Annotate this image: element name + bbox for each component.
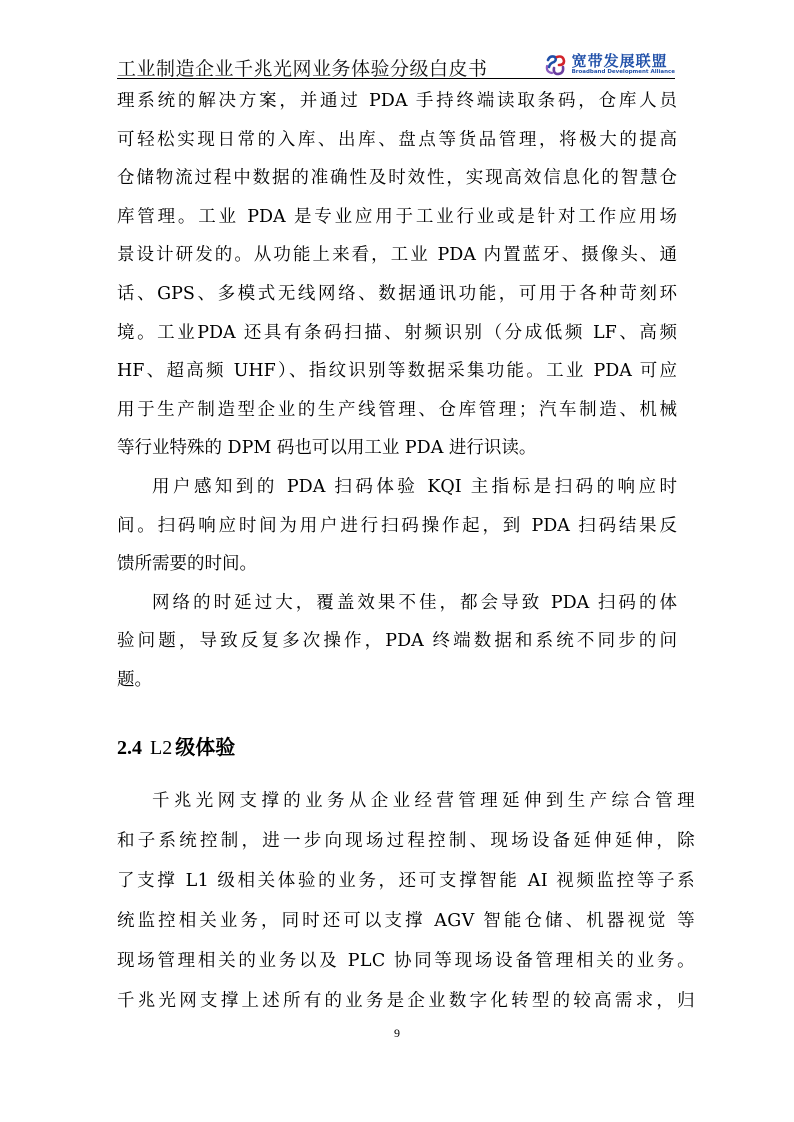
alliance-logo: [544, 52, 675, 78]
alliance-logo-icon: [544, 54, 568, 76]
text-line: 和子系统控制，进一步向现场过程控制、现场设备延伸延伸，除: [117, 831, 695, 851]
logo-text-en: Broadband Development Alliance: [571, 69, 675, 76]
text-line: 话、GPS、多模式无线网络、数据通讯功能，可用于各种苛刻环: [117, 283, 677, 304]
text-line: 用户感知到的 PDA 扫码体验 KQI 主指标是扫码的响应时: [152, 476, 677, 497]
text-line: 理系统的解决方案，并通过 PDA 手持终端读取条码，仓库人员: [117, 91, 677, 111]
page-header: [117, 52, 675, 79]
text-line: 等行业特殊的 DPM 码也可以用工业 PDA 进行识读。: [117, 438, 537, 459]
section-heading: [117, 732, 235, 763]
text-line: 仓储物流过程中数据的准确性及时效性，实现高效信息化的智慧仓: [117, 168, 677, 189]
body-text-bottom: [117, 781, 695, 1021]
text-line: 现场管理相关的业务以及 PLC 协同等现场设备管理相关的业务。: [117, 951, 695, 971]
text-line: 境。工业PDA 还具有条码扫描、射频识别（分成低频 LF、高频: [117, 322, 677, 343]
text-line: 网络的时延过大，覆盖效果不佳，都会导致 PDA 扫码的体: [152, 592, 677, 613]
logo-text-cn: 宽带发展联盟: [571, 52, 668, 71]
text-line: 验问题，导致反复多次操作，PDA 终端数据和系统不同步的问: [117, 631, 677, 652]
text-line: 可轻松实现日常的入库、出库、盘点等货品管理，将极大的提高: [117, 129, 677, 150]
section-number: 2.4: [117, 737, 142, 759]
page-number: 9: [394, 1026, 400, 1040]
section-level: L2: [150, 737, 173, 759]
text-line: 千兆光网支撑上述所有的业务是企业数字化转型的较高需求，归: [117, 991, 695, 1011]
text-line: 统监控相关业务，同时还可以支撑 AGV 智能仓储、机器视觉 等: [117, 911, 695, 931]
text-line: 题。: [117, 669, 152, 690]
text-line: 用于生产制造型企业的生产线管理、仓库管理；汽车制造、机械: [117, 399, 677, 420]
text-line: 了支撑 L1 级相关体验的业务，还可支撑智能 AI 视频监控等子系: [117, 871, 695, 891]
body-text-top: [117, 82, 677, 700]
section-title: 级体验: [175, 735, 236, 759]
text-line: 千兆光网支撑的业务从企业经营管理延伸到生产综合管理: [152, 791, 695, 811]
text-line: 景设计研发的。从功能上来看，工业 PDA 内置蓝牙、摄像头、通: [117, 245, 677, 266]
text-line: HF、超高频 UHF）、指纹识别等数据采集功能。工业 PDA 可应: [117, 361, 677, 382]
document-title: 工业制造企业千兆光网业务体验分级白皮书: [117, 58, 488, 80]
text-line: 库管理。工业 PDA 是专业应用于工业行业或是针对工作应用场: [117, 206, 677, 227]
text-line: 馈所需要的时间。: [117, 554, 257, 575]
text-line: 间。扫码响应时间为用户进行扫码操作起，到 PDA 扫码结果反: [117, 515, 677, 536]
